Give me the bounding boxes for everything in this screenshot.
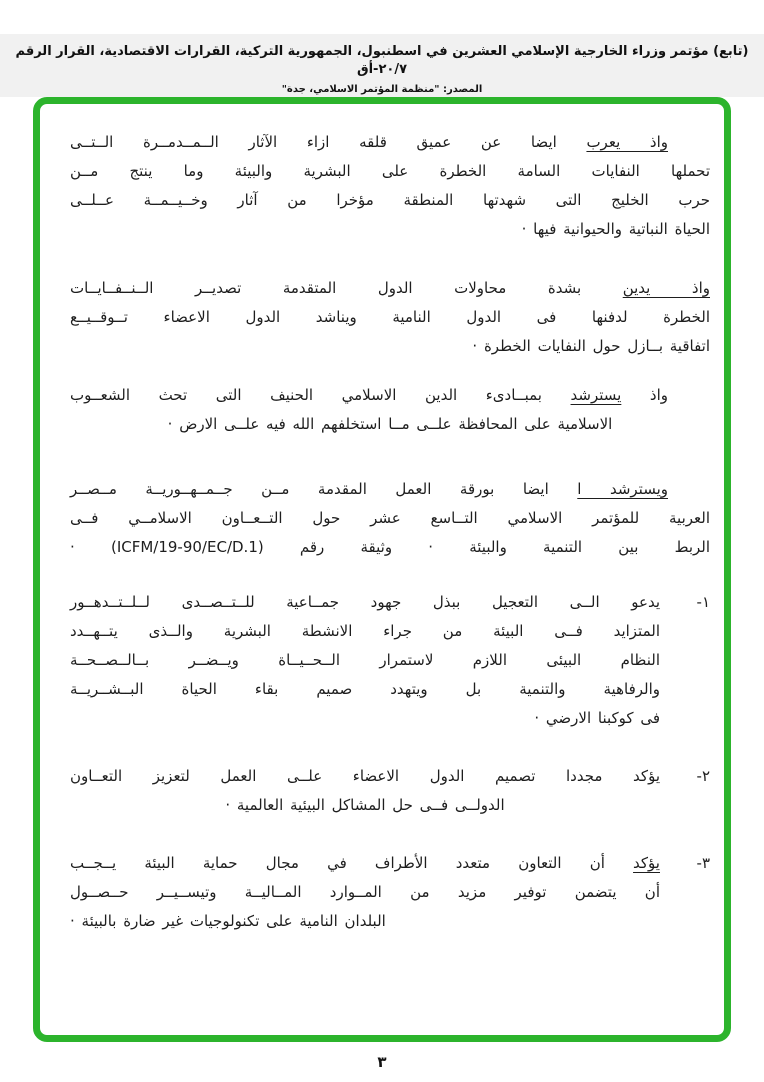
text-line	[70, 410, 710, 439]
text-segment: الخطرة لدفنها فى الدول النامية ويناشد الدول الاعضاء تــوقــيــع	[70, 308, 710, 326]
text-segment: الربط بين التنمية والبيئة · وثيقة رقم (ICFM/19-90/EC/D.1) ·	[70, 538, 711, 556]
item-body	[70, 849, 660, 936]
text-segment: والرفاهية والتنمية بل ويتهدد صميم بقاء الحياة البــشــريــة	[70, 680, 660, 698]
item-body	[70, 762, 660, 820]
text-segment: ايضا بورقة العمل المقدمة مــن جــمــهــوريــة مــصــر	[70, 480, 578, 498]
text-line	[70, 128, 710, 157]
header-source: المصدر: "منظمة المؤتمر الاسلامي، جدة"	[281, 84, 483, 95]
text-line	[70, 704, 660, 733]
text-segment: أن يتضمن توفير مزيد من المــوارد المــاليــة وتيســيــر حــصــول	[70, 883, 660, 901]
text-segment: يؤكد مجددا تصميم الدول الاعضاء علــى العمل لتعزيز التعــاون	[70, 767, 660, 785]
paragraph	[70, 128, 710, 244]
highlight-box	[33, 97, 731, 1042]
text-line	[70, 588, 660, 617]
text-segment: العربية للمؤتمر الاسلامي التــاسع عشر حول التــعــاون الاسلامــي فــى	[70, 509, 710, 527]
text-segment: النظام البيئى اللازم لاستمرار الــحــيــاة ويــضــر بــالــصــحــة	[70, 651, 660, 669]
numbered-item	[70, 762, 710, 820]
text-line	[70, 791, 660, 820]
text-line	[70, 878, 660, 907]
text-line	[70, 303, 710, 332]
text-segment: بمبــادىء الدين الاسلامي الحنيف التى تحث الشعــوب	[70, 386, 571, 404]
text-line	[70, 762, 660, 791]
text-line	[70, 504, 710, 533]
text-line	[70, 533, 710, 562]
paragraph	[70, 475, 710, 562]
text-segment: حرب الخليج التى شهدتها المنطقة مؤخرا من آثار وخــيــمــة عــلــى	[70, 191, 710, 209]
numbered-item	[70, 588, 710, 733]
underlined-phrase: واذ يعرب	[586, 133, 668, 151]
page-number: ٣	[377, 1053, 387, 1071]
text-segment: تحملها النفايات السامة الخطرة على البشرية والبيئة وما ينتج مــن	[70, 162, 710, 180]
text-line	[70, 274, 710, 303]
text-segment: الدولــى فــى حل المشاكل البيئية العالمية ·	[225, 796, 505, 814]
item-number: ١-	[696, 593, 710, 611]
text-line	[70, 332, 710, 361]
text-line	[70, 907, 660, 936]
text-segment: اتفاقية بــازل حول النفايات الخطرة ·	[472, 337, 710, 355]
underlined-phrase: ويسترشد ا	[577, 480, 668, 498]
text-segment: بشدة محاولات الدول المتقدمة تصديــر الــنــفــايــات	[70, 279, 623, 297]
text-segment: البلدان النامية على تكنولوجيات غير ضارة بالبيئة ·	[70, 912, 386, 930]
text-line	[70, 617, 660, 646]
document-header	[0, 34, 764, 97]
text-segment: يدعو الــى التعجيل ببذل جهود جمــاعية للــتــصــدى لــلــتــدهــور	[70, 593, 660, 611]
text-line	[70, 215, 710, 244]
item-body	[70, 588, 660, 733]
paragraph	[70, 381, 710, 439]
text-line	[70, 186, 710, 215]
text-segment: الحياة النباتية والحيوانية فيها ·	[521, 220, 710, 238]
text-segment: الاسلامية على المحافظة علــى مــا استخلفهم الله فيه علــى الارض ·	[167, 415, 613, 433]
header-title: (تابع) مؤتمر وزراء الخارجية الإسلامي العشرين في اسطنبول، الجمهورية التركية، القرارات الاقتصادية، القرار الرقم ٢٠/٧-أق	[15, 44, 749, 77]
text-line	[70, 157, 710, 186]
document-body	[40, 104, 724, 936]
numbered-item	[70, 849, 710, 936]
text-segment: أن التعاون متعدد الأطراف في مجال حماية البيئة يــجــب	[70, 854, 634, 872]
paragraph	[70, 274, 710, 361]
text-segment: المتزايد فــى البيئة من جراء الانشطة البشرية والــذى يتــهــدد	[70, 622, 660, 640]
underlined-phrase: يؤكد	[633, 854, 660, 872]
item-number: ٢-	[696, 767, 710, 785]
text-line	[70, 675, 660, 704]
text-line	[70, 849, 660, 878]
text-segment: واذ	[621, 386, 669, 404]
text-line	[70, 646, 660, 675]
underlined-phrase: واذ يدين	[622, 279, 710, 297]
underlined-phrase: يسترشد	[570, 386, 622, 404]
text-line	[70, 475, 710, 504]
text-segment: ايضا عن عميق قلقه ازاء الآثار الــمــدمــرة الــتــى	[70, 133, 587, 151]
item-number: ٣-	[696, 854, 710, 872]
text-line	[70, 381, 710, 410]
text-segment: فى كوكبنا الارضي ·	[534, 709, 660, 727]
